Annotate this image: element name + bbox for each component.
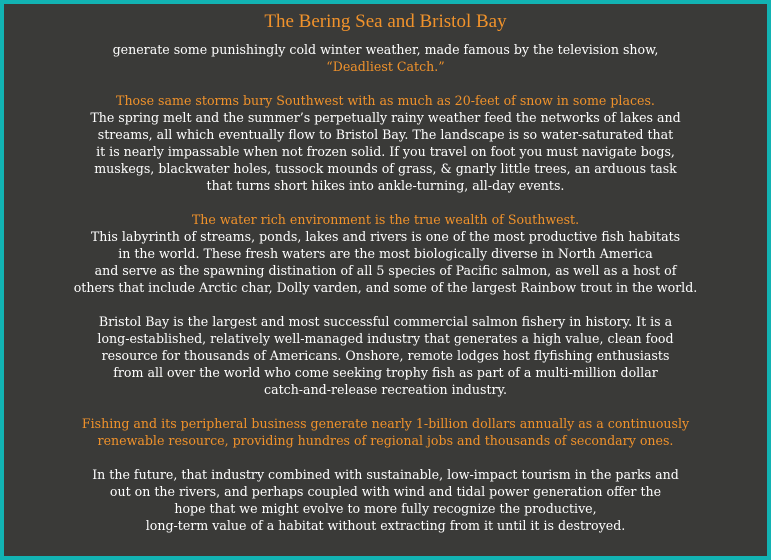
paragraph-3-heading: The water rich environment is the true wealth of Southwest.	[191, 212, 580, 227]
paragraph-2-line: it is nearly impassable when not frozen solid. If you travel on foot you must navigate bogs,	[96, 144, 675, 159]
paragraph-2-line: that turns short hikes into ankle-turning, all-day events.	[206, 178, 565, 193]
paragraph-4-line: resource for thousands of Americans. Onshore, remote lodges host flyfishing enthusiasts	[101, 348, 670, 363]
paragraph-3-line: This labyrinth of streams, ponds, lakes and rivers is one of the most productive fish habitats	[90, 229, 681, 244]
body-text	[4, 41, 767, 534]
content-panel	[4, 4, 767, 556]
paragraph-6-line: long-term value of a habitat without extracting from it until it is destroyed.	[145, 518, 626, 533]
paragraph-2-heading: Those same storms bury Southwest with as much as 20-feet of snow in some places.	[116, 93, 655, 108]
paragraph-3-line: and serve as the spawning distination of all 5 species of Pacific salmon, as well as a host of	[94, 263, 677, 278]
paragraph-2-line: streams, all which eventually flow to Bristol Bay. The landscape is so water-saturated that	[97, 127, 674, 142]
paragraph-4-line: catch-and-release recreation industry.	[264, 382, 507, 397]
paragraph-2-line: The spring melt and the summer’s perpetually rainy weather feed the networks of lakes and	[90, 110, 681, 125]
paragraph-4-line: from all over the world who come seeking trophy fish as part of a multi-million dollar	[113, 365, 658, 380]
paragraph-4-line: Bristol Bay is the largest and most successful commercial salmon fishery in history. It is a	[98, 314, 673, 329]
paragraph-3-line: in the world. These fresh waters are the most biologically diverse in North America	[118, 246, 653, 261]
paragraph-1-line: generate some punishingly cold winter weather, made famous by the television show,	[112, 42, 659, 57]
paragraph-spacer	[4, 75, 767, 92]
paragraph-5-line: renewable resource, providing hundres of regional jobs and thousands of secondary ones.	[97, 433, 674, 448]
paragraph-spacer	[4, 398, 767, 415]
paragraph-6-line: out on the rivers, and perhaps coupled with wind and tidal power generation offer the	[109, 484, 662, 499]
paragraph-3-line: others that include Arctic char, Dolly varden, and some of the largest Rainbow trout in the world.	[73, 280, 698, 295]
paragraph-spacer	[4, 449, 767, 466]
paragraph-spacer	[4, 296, 767, 313]
paragraph-1-line: “Deadliest Catch.”	[326, 59, 445, 74]
paragraph-spacer	[4, 194, 767, 211]
paragraph-4-line: long-established, relatively well-managed industry that generates a high value, clean food	[97, 331, 674, 346]
paragraph-2-line: muskegs, blackwater holes, tussock mounds of grass, & gnarly little trees, an arduous task	[94, 161, 677, 176]
page-title: The Bering Sea and Bristol Bay	[264, 11, 507, 32]
paragraph-6-line: In the future, that industry combined with sustainable, low-impact tourism in the parks and	[92, 467, 679, 482]
paragraph-6-line: hope that we might evolve to more fully recognize the productive,	[174, 501, 597, 516]
paragraph-5-line: Fishing and its peripheral business generate nearly 1-billion dollars annually as a continuously	[81, 416, 690, 431]
